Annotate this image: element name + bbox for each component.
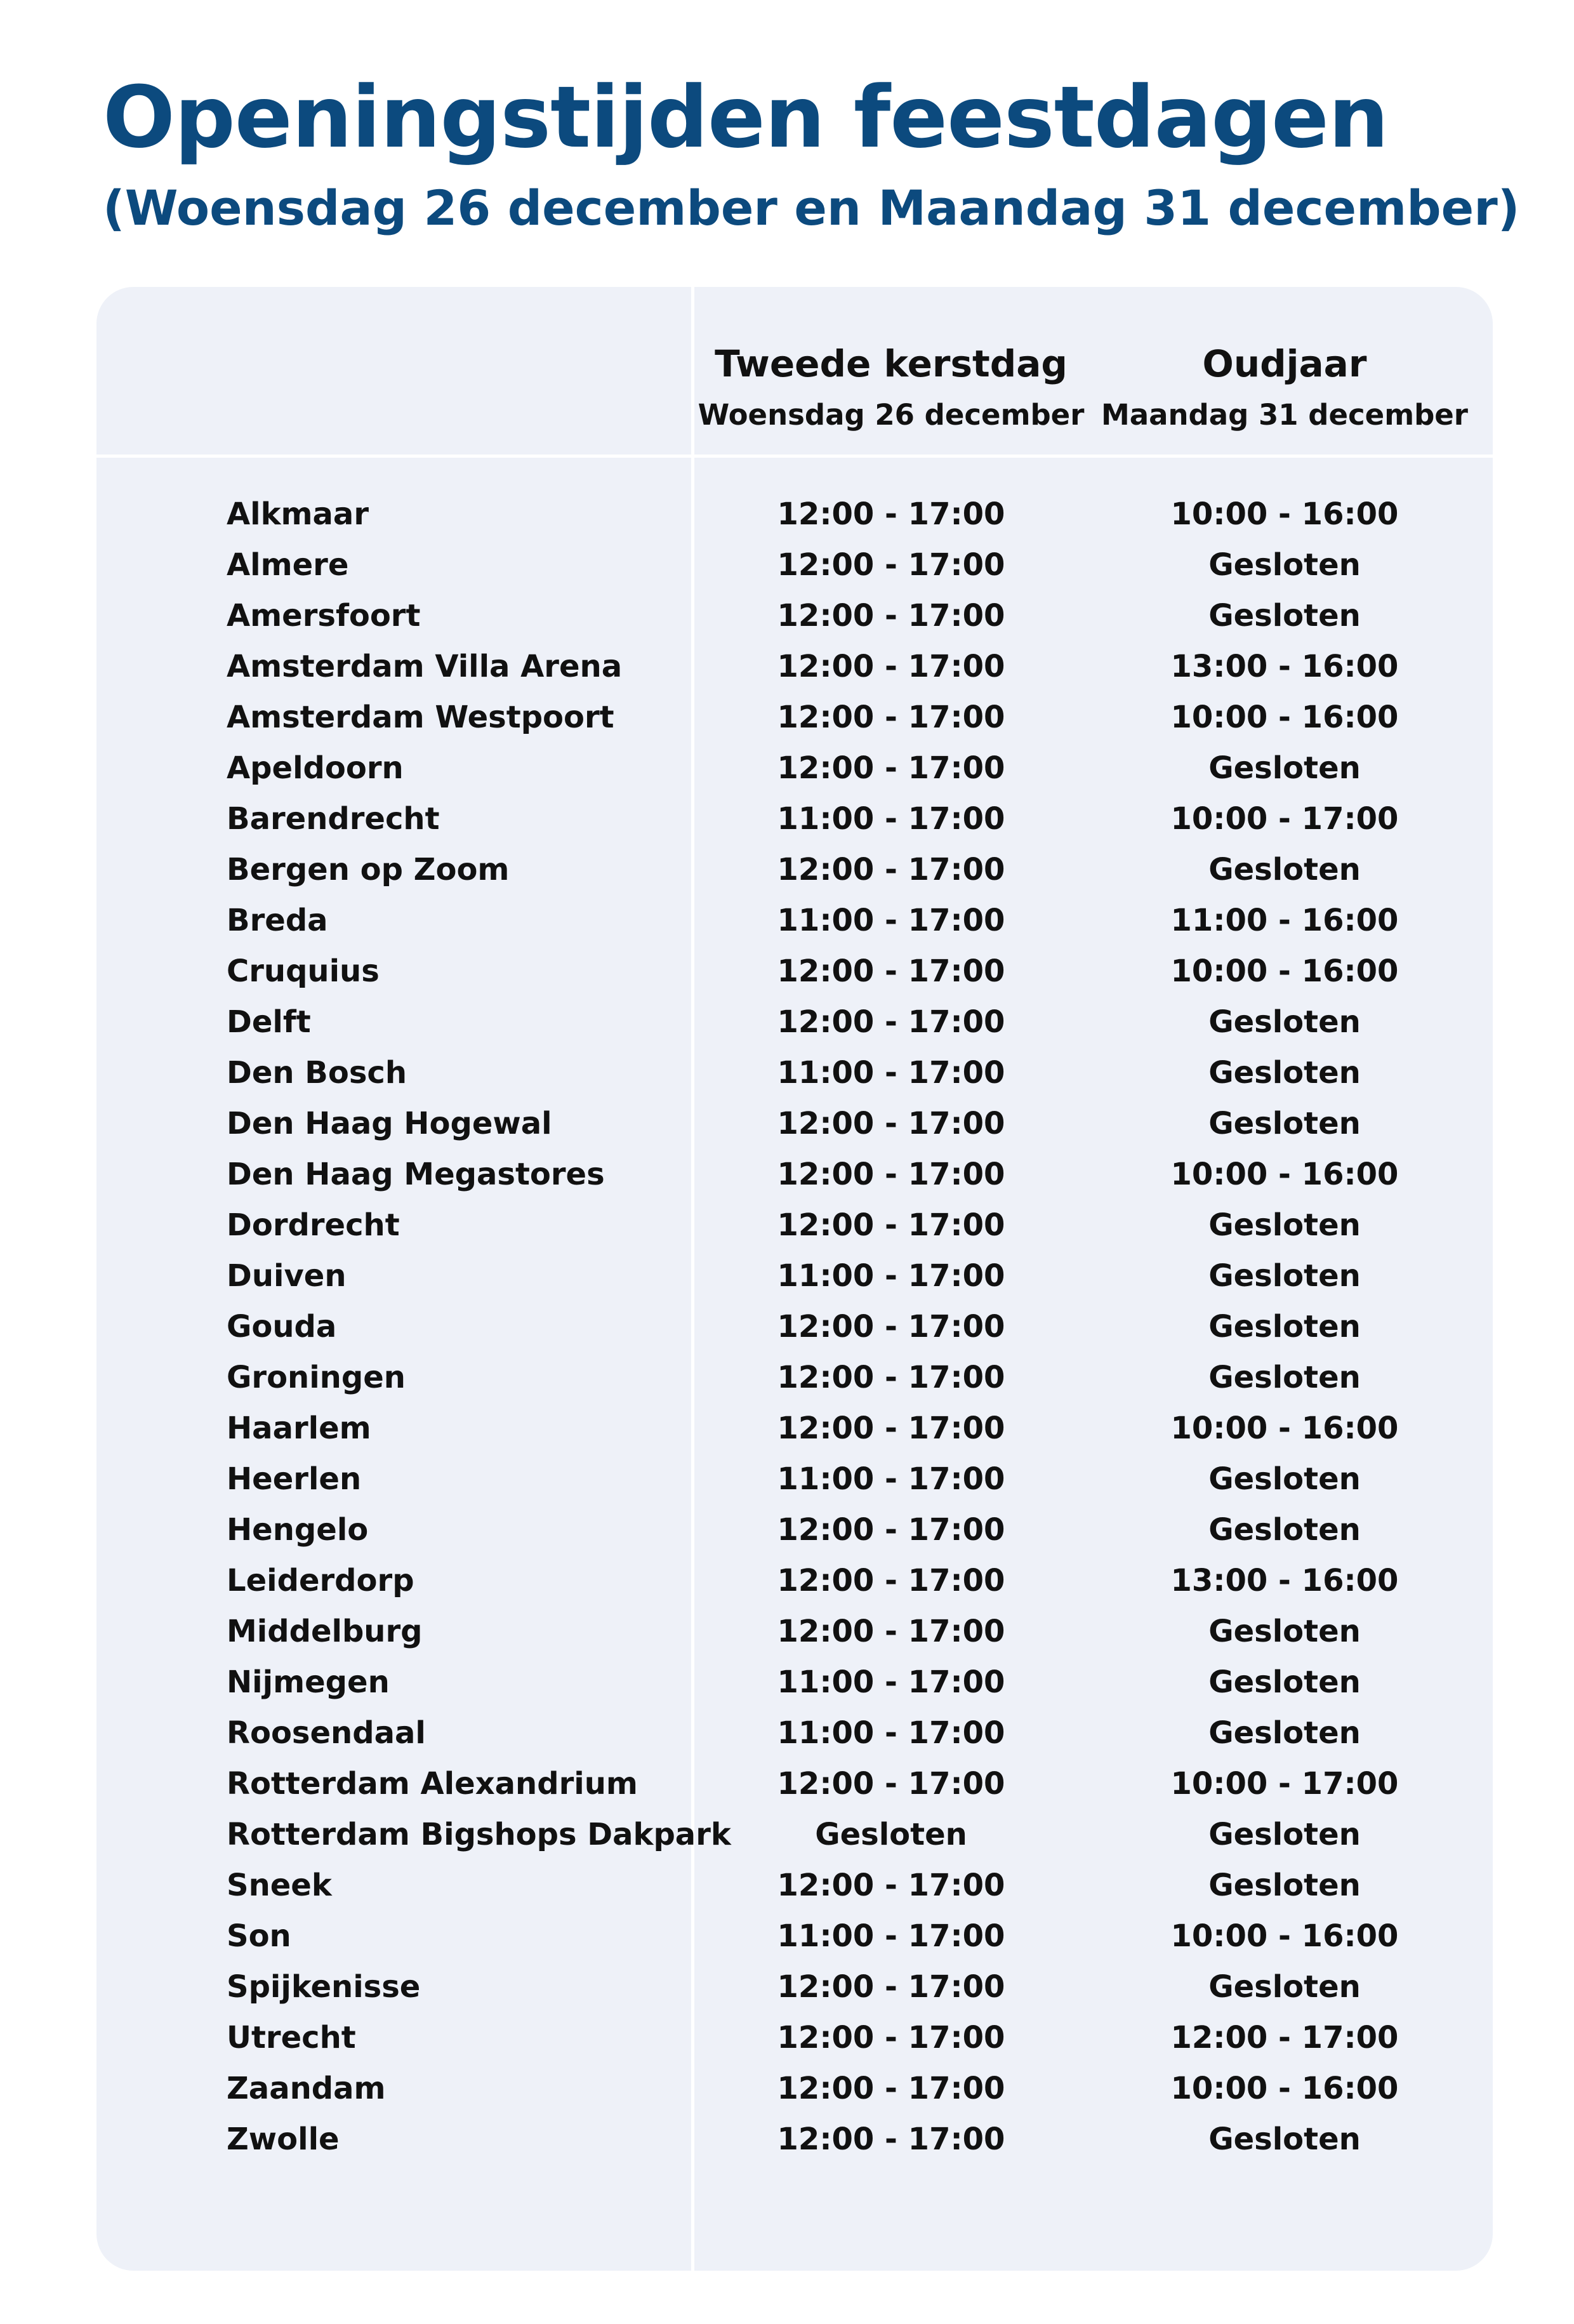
- hours-kerstdag: 12:00 - 17:00: [777, 1614, 1005, 1649]
- hours-oudjaar: Gesloten: [1208, 750, 1361, 786]
- hours-kerstdag: 12:00 - 17:00: [777, 852, 1005, 887]
- location-name: Roosendaal: [227, 1715, 426, 1751]
- table-row: [96, 895, 1493, 946]
- hours-oudjaar: Gesloten: [1208, 1817, 1361, 1852]
- location-name: Haarlem: [227, 1411, 371, 1446]
- table-row: [96, 641, 1493, 692]
- hours-kerstdag: 11:00 - 17:00: [777, 1664, 1005, 1700]
- hours-oudjaar: Gesloten: [1208, 1868, 1361, 1903]
- hours-oudjaar: Gesloten: [1208, 1664, 1361, 1700]
- hours-table: [96, 287, 1493, 2271]
- hours-kerstdag: 11:00 - 17:00: [777, 1055, 1005, 1091]
- table-row: [96, 1860, 1493, 1911]
- hours-oudjaar: 13:00 - 16:00: [1170, 1563, 1399, 1598]
- hours-kerstdag: 12:00 - 17:00: [777, 1106, 1005, 1141]
- hours-kerstdag: 12:00 - 17:00: [777, 2071, 1005, 2106]
- location-name: Duiven: [227, 1258, 347, 1294]
- hours-oudjaar: 10:00 - 16:00: [1170, 1411, 1399, 1446]
- hours-oudjaar: Gesloten: [1208, 1512, 1361, 1548]
- table-row: [96, 1504, 1493, 1555]
- table-row: [96, 1555, 1493, 1606]
- hours-oudjaar: Gesloten: [1208, 1969, 1361, 2005]
- location-name: Amsterdam Westpoort: [227, 700, 614, 735]
- hours-oudjaar: Gesloten: [1208, 1258, 1361, 1294]
- table-row: [96, 1911, 1493, 1962]
- hours-oudjaar: Gesloten: [1208, 1106, 1361, 1141]
- location-name: Dordrecht: [227, 1207, 400, 1243]
- hours-oudjaar: Gesloten: [1208, 1309, 1361, 1345]
- hours-oudjaar: Gesloten: [1208, 598, 1361, 634]
- table-row: [96, 489, 1493, 540]
- location-name: Nijmegen: [227, 1664, 390, 1700]
- hours-oudjaar: 10:00 - 16:00: [1170, 496, 1399, 532]
- column-subheading: Maandag 31 december: [1101, 398, 1469, 432]
- table-row: [96, 1962, 1493, 2012]
- hours-kerstdag: 12:00 - 17:00: [777, 547, 1005, 583]
- location-name: Leiderdorp: [227, 1563, 414, 1598]
- hours-kerstdag: Gesloten: [815, 1817, 967, 1852]
- table-row: [96, 692, 1493, 743]
- table-row: [96, 1251, 1493, 1301]
- hours-kerstdag: 12:00 - 17:00: [777, 1512, 1005, 1548]
- hours-oudjaar: 10:00 - 16:00: [1170, 1918, 1399, 1954]
- hours-kerstdag: 12:00 - 17:00: [777, 700, 1005, 735]
- table-row: [96, 1098, 1493, 1149]
- table-row: [96, 2012, 1493, 2063]
- table-row: [96, 1403, 1493, 1454]
- hours-oudjaar: 10:00 - 16:00: [1170, 700, 1399, 735]
- location-name: Den Haag Megastores: [227, 1157, 605, 1192]
- hours-oudjaar: 11:00 - 16:00: [1170, 903, 1399, 938]
- table-row: [96, 1758, 1493, 1809]
- hours-kerstdag: 11:00 - 17:00: [777, 1461, 1005, 1497]
- hours-kerstdag: 12:00 - 17:00: [777, 750, 1005, 786]
- location-name: Amersfoort: [227, 598, 421, 634]
- table-row: [96, 1047, 1493, 1098]
- location-name: Den Haag Hogewal: [227, 1106, 552, 1141]
- location-name: Gouda: [227, 1309, 337, 1345]
- page-subtitle: (Woensdag 26 december en Maandag 31 december): [103, 180, 1520, 236]
- header-divider: [96, 455, 1493, 458]
- hours-oudjaar: Gesloten: [1208, 1360, 1361, 1395]
- hours-oudjaar: 10:00 - 17:00: [1170, 1766, 1399, 1802]
- hours-kerstdag: 12:00 - 17:00: [777, 1360, 1005, 1395]
- page-title: Openingstijden feestdagen: [103, 68, 1389, 167]
- location-name: Delft: [227, 1004, 311, 1040]
- hours-kerstdag: 12:00 - 17:00: [777, 2020, 1005, 2055]
- hours-oudjaar: 13:00 - 16:00: [1170, 649, 1399, 684]
- hours-kerstdag: 12:00 - 17:00: [777, 649, 1005, 684]
- table-row: [96, 1200, 1493, 1251]
- table-row: [96, 946, 1493, 997]
- location-name: Breda: [227, 903, 328, 938]
- location-name: Utrecht: [227, 2020, 356, 2055]
- table-body: [96, 489, 1493, 2165]
- location-name: Den Bosch: [227, 1055, 407, 1091]
- hours-oudjaar: Gesloten: [1208, 547, 1361, 583]
- hours-oudjaar: 12:00 - 17:00: [1170, 2020, 1399, 2055]
- table-row: [96, 793, 1493, 844]
- location-name: Alkmaar: [227, 496, 369, 532]
- table-row: [96, 540, 1493, 590]
- table-row: [96, 844, 1493, 895]
- table-row: [96, 590, 1493, 641]
- location-name: Zwolle: [227, 2121, 340, 2157]
- hours-oudjaar: Gesloten: [1208, 852, 1361, 887]
- location-name: Son: [227, 1918, 291, 1954]
- column-subheading: Woensdag 26 december: [698, 398, 1085, 432]
- hours-kerstdag: 11:00 - 17:00: [777, 1258, 1005, 1294]
- hours-kerstdag: 11:00 - 17:00: [777, 801, 1005, 837]
- table-row: [96, 1708, 1493, 1758]
- hours-oudjaar: 10:00 - 17:00: [1170, 801, 1399, 837]
- location-name: Amsterdam Villa Arena: [227, 649, 623, 684]
- hours-kerstdag: 11:00 - 17:00: [777, 1715, 1005, 1751]
- hours-oudjaar: Gesloten: [1208, 1614, 1361, 1649]
- location-name: Hengelo: [227, 1512, 369, 1548]
- hours-oudjaar: 10:00 - 16:00: [1170, 2071, 1399, 2106]
- hours-oudjaar: Gesloten: [1208, 1461, 1361, 1497]
- hours-kerstdag: 12:00 - 17:00: [777, 496, 1005, 532]
- hours-kerstdag: 12:00 - 17:00: [777, 1969, 1005, 2005]
- column-header-oudjaar: [1088, 335, 1481, 434]
- table-row: [96, 1149, 1493, 1200]
- hours-kerstdag: 12:00 - 17:00: [777, 953, 1005, 989]
- hours-oudjaar: 10:00 - 16:00: [1170, 953, 1399, 989]
- table-row: [96, 2114, 1493, 2165]
- hours-kerstdag: 12:00 - 17:00: [777, 1411, 1005, 1446]
- location-name: Zaandam: [227, 2071, 386, 2106]
- hours-kerstdag: 11:00 - 17:00: [777, 903, 1005, 938]
- table-row: [96, 1657, 1493, 1708]
- table-row: [96, 997, 1493, 1047]
- column-header-kerstdag: [694, 335, 1088, 434]
- hours-kerstdag: 12:00 - 17:00: [777, 1309, 1005, 1345]
- hours-kerstdag: 12:00 - 17:00: [777, 1157, 1005, 1192]
- hours-oudjaar: Gesloten: [1208, 1715, 1361, 1751]
- table-row: [96, 2063, 1493, 2114]
- hours-oudjaar: Gesloten: [1208, 2121, 1361, 2157]
- column-heading: Oudjaar: [1202, 342, 1367, 385]
- location-name: Barendrecht: [227, 801, 440, 837]
- hours-kerstdag: 11:00 - 17:00: [777, 1918, 1005, 1954]
- location-name: Rotterdam Bigshops Dakpark: [227, 1817, 731, 1852]
- hours-kerstdag: 12:00 - 17:00: [777, 1766, 1005, 1802]
- table-row: [96, 1301, 1493, 1352]
- table-row: [96, 1454, 1493, 1504]
- hours-kerstdag: 12:00 - 17:00: [777, 2121, 1005, 2157]
- hours-kerstdag: 12:00 - 17:00: [777, 598, 1005, 634]
- hours-kerstdag: 12:00 - 17:00: [777, 1207, 1005, 1243]
- location-name: Cruquius: [227, 953, 380, 989]
- hours-oudjaar: Gesloten: [1208, 1207, 1361, 1243]
- location-name: Groningen: [227, 1360, 406, 1395]
- location-name: Sneek: [227, 1868, 332, 1903]
- hours-oudjaar: 10:00 - 16:00: [1170, 1157, 1399, 1192]
- table-row: [96, 1352, 1493, 1403]
- location-name: Middelburg: [227, 1614, 423, 1649]
- hours-kerstdag: 12:00 - 17:00: [777, 1868, 1005, 1903]
- location-name: Apeldoorn: [227, 750, 404, 786]
- hours-kerstdag: 12:00 - 17:00: [777, 1563, 1005, 1598]
- hours-oudjaar: Gesloten: [1208, 1055, 1361, 1091]
- location-name: Almere: [227, 547, 349, 583]
- hours-kerstdag: 12:00 - 17:00: [777, 1004, 1005, 1040]
- location-name: Spijkenisse: [227, 1969, 421, 2005]
- location-name: Bergen op Zoom: [227, 852, 510, 887]
- table-row: [96, 743, 1493, 793]
- table-row: [96, 1606, 1493, 1657]
- hours-oudjaar: Gesloten: [1208, 1004, 1361, 1040]
- location-name: Rotterdam Alexandrium: [227, 1766, 638, 1802]
- column-heading: Tweede kerstdag: [715, 342, 1068, 385]
- table-row: [96, 1809, 1493, 1860]
- location-name: Heerlen: [227, 1461, 362, 1497]
